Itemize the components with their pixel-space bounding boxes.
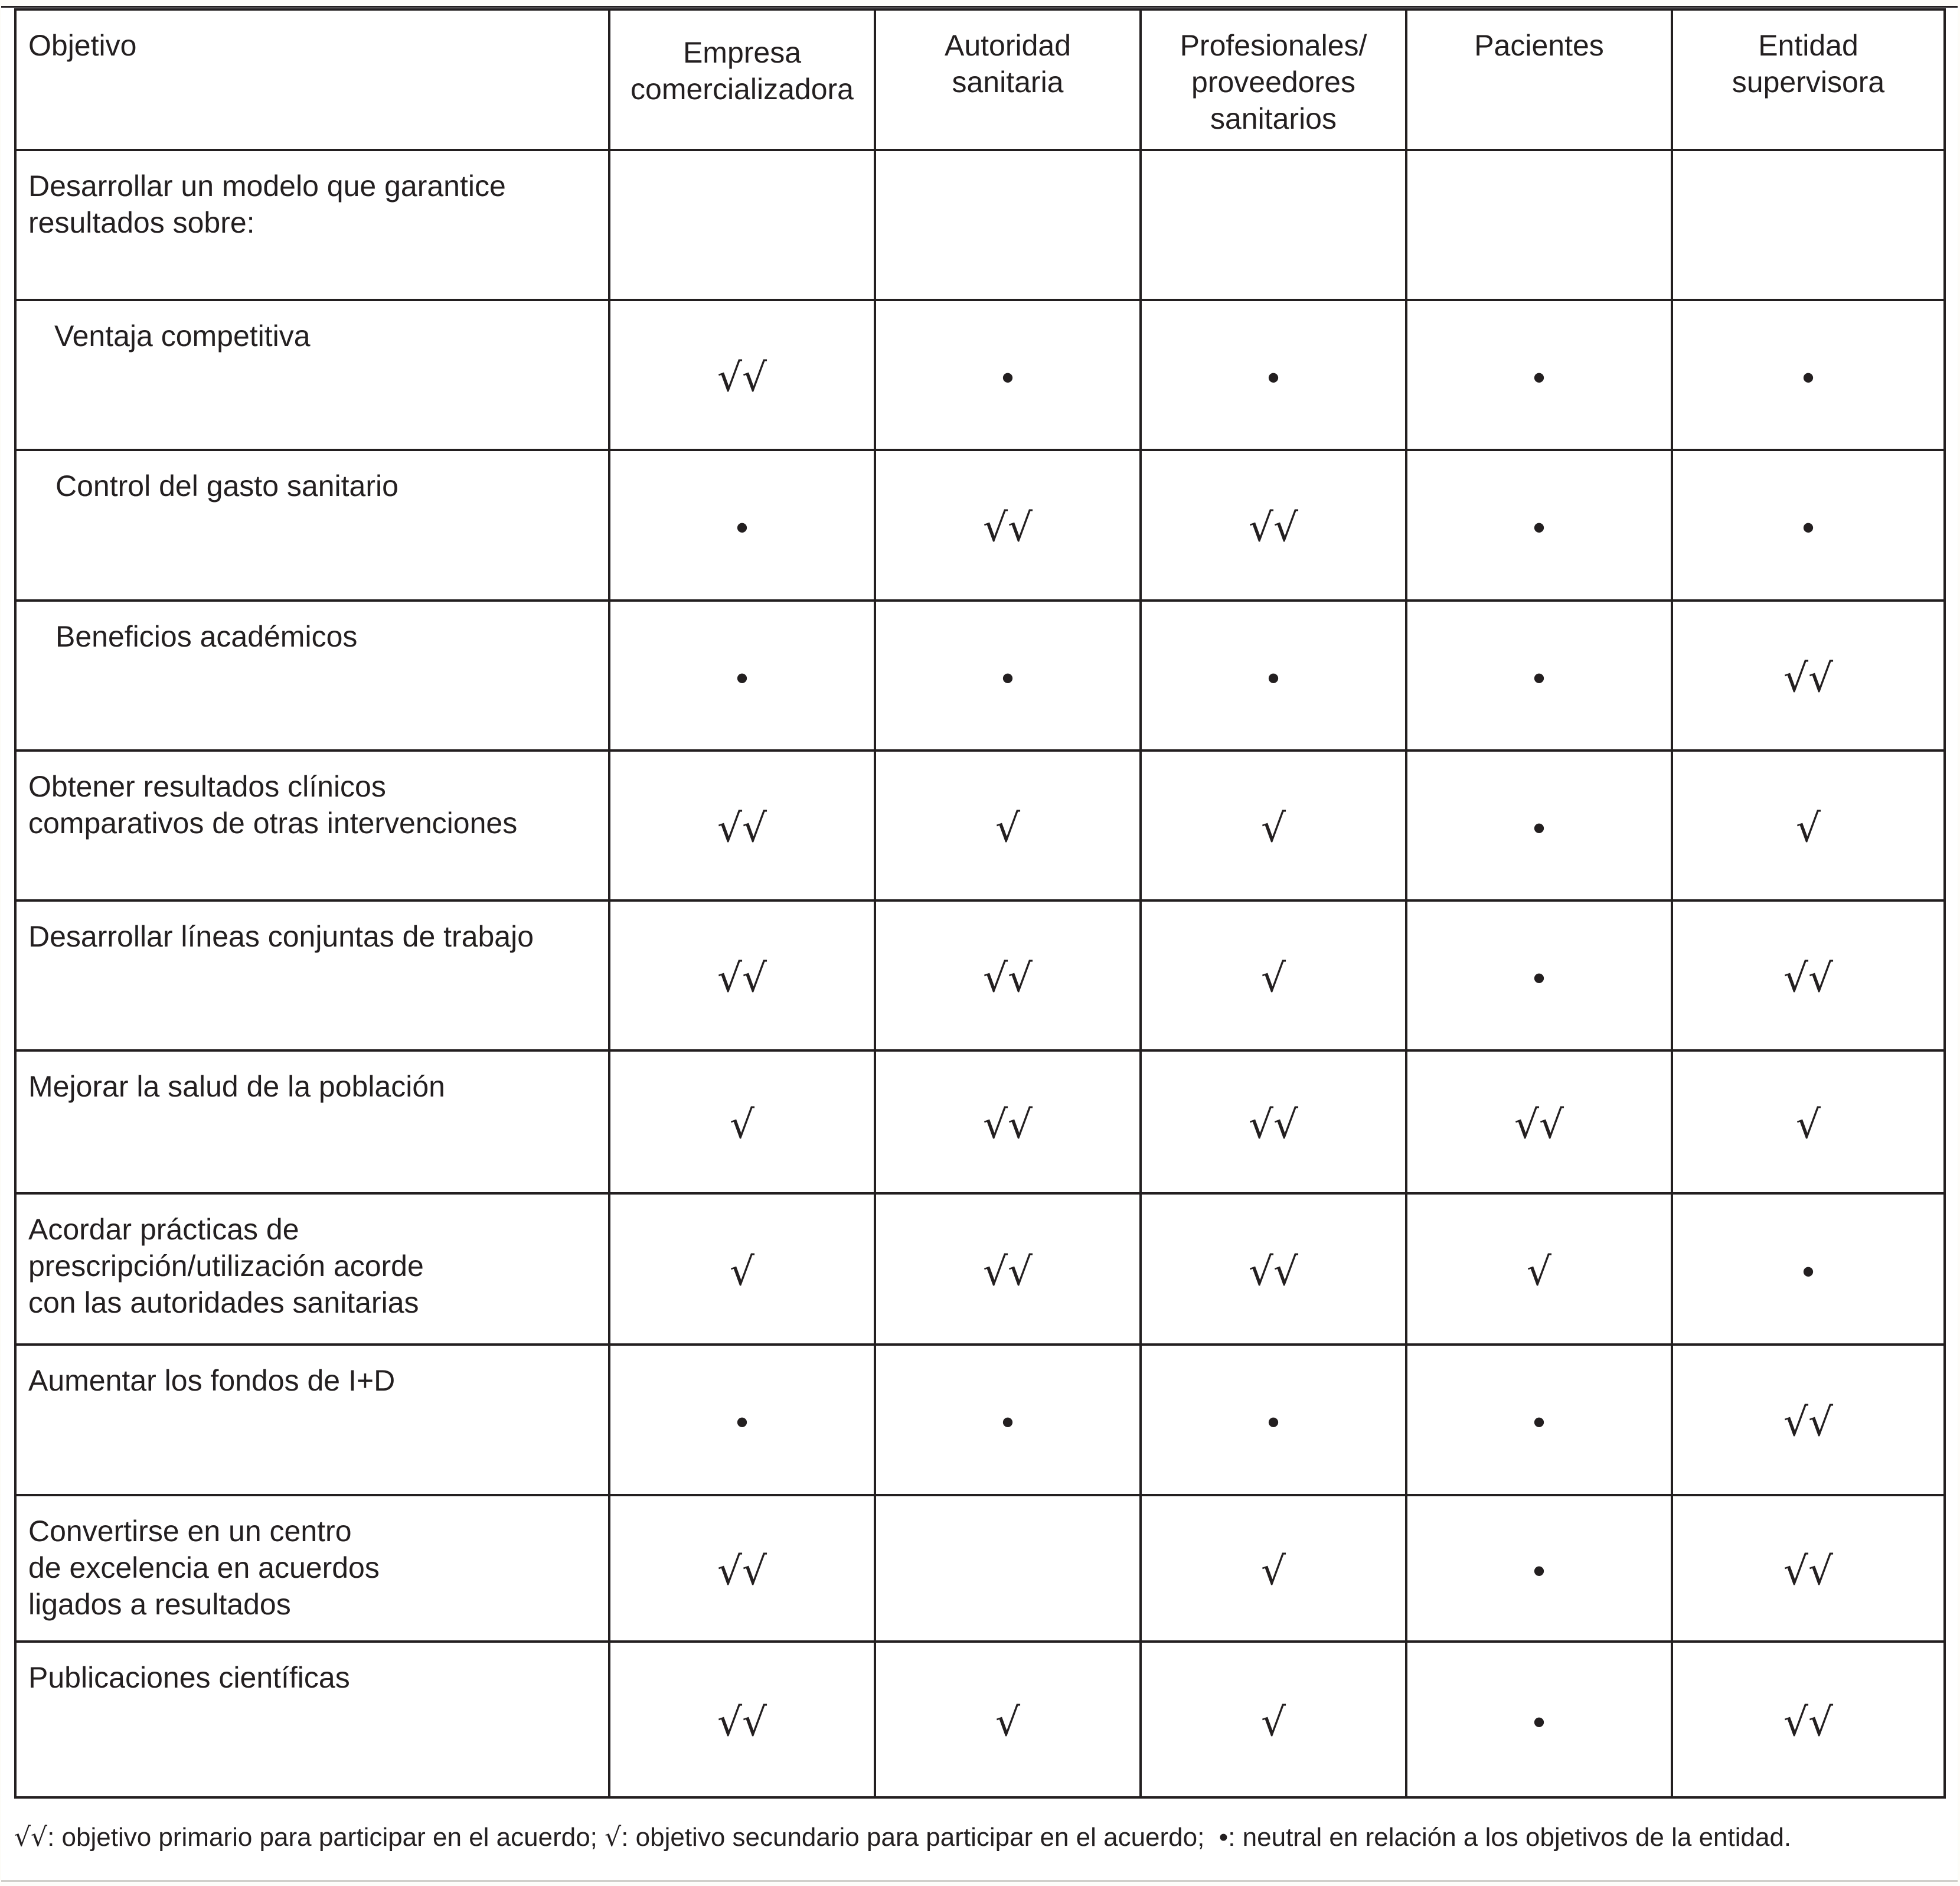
row-label: Control del gasto sanitario (15, 450, 609, 600)
primary-objective-mark: √√ (1248, 505, 1299, 551)
mark-cell (1141, 1193, 1406, 1345)
table-row (15, 150, 1945, 300)
mark-cell (1406, 450, 1672, 600)
row-label: Obtener resultados clínicos comparativos de otras intervenciones (15, 751, 609, 900)
header-objetivo: Objetivo (15, 9, 609, 150)
table-row (15, 601, 1945, 751)
mark-cell (875, 900, 1141, 1050)
neutral-mark: • (1802, 508, 1815, 548)
legend-secondary-symbol: √ (605, 1822, 622, 1852)
mark-cell (1141, 751, 1406, 900)
neutral-mark: • (1001, 658, 1014, 698)
neutral-mark: • (1802, 1252, 1815, 1292)
table-row (15, 300, 1945, 450)
mark-cell (609, 900, 875, 1050)
primary-objective-mark: √√ (717, 1699, 767, 1745)
header-profesionales: Profesionales/ proveedores sanitarios (1141, 9, 1406, 150)
legend-primary-symbol: √√ (14, 1822, 48, 1852)
neutral-mark: • (1533, 958, 1546, 998)
top-rule (1, 6, 1958, 8)
mark-cell (875, 450, 1141, 600)
mark-cell (1141, 1495, 1406, 1642)
table-row (15, 1193, 1945, 1345)
row-label: Ventaja competitiva (15, 300, 609, 450)
neutral-mark: • (736, 1402, 749, 1443)
neutral-mark: • (1001, 358, 1014, 398)
mark-cell (875, 601, 1141, 751)
neutral-mark: • (1533, 508, 1546, 548)
mark-cell (1672, 450, 1945, 600)
header-empresa-comercializadora: Empresa comercializadora (609, 9, 875, 150)
primary-objective-mark: √√ (982, 1102, 1033, 1148)
objectives-table (14, 8, 1946, 1799)
table-row (15, 900, 1945, 1050)
header-pacientes: Pacientes (1406, 9, 1672, 150)
neutral-mark: • (1533, 1402, 1546, 1443)
empty-mark (1142, 151, 1405, 299)
primary-objective-mark: √√ (1783, 1399, 1834, 1446)
mark-cell (1141, 450, 1406, 600)
mark-cell (1406, 1495, 1672, 1642)
empty-mark (876, 1496, 1139, 1640)
row-label: Aumentar los fondos de I+D (15, 1345, 609, 1495)
mark-cell (1406, 1642, 1672, 1797)
mark-cell (1672, 601, 1945, 751)
secondary-objective-mark: √ (1260, 805, 1286, 851)
mark-cell (1672, 1050, 1945, 1193)
mark-cell (1672, 751, 1945, 900)
mark-cell (1672, 300, 1945, 450)
mark-cell (1672, 900, 1945, 1050)
secondary-objective-mark: √ (1526, 1249, 1552, 1295)
neutral-mark: • (736, 508, 749, 548)
header-entidad-supervisora: Entidad supervisora (1672, 9, 1945, 150)
secondary-objective-mark: √ (1260, 1699, 1286, 1745)
row-label: Desarrollar un modelo que garantice resultados sobre: (15, 150, 609, 300)
row-label: Desarrollar líneas conjuntas de trabajo (15, 900, 609, 1050)
mark-cell (875, 1193, 1141, 1345)
neutral-mark: • (1267, 1402, 1280, 1443)
row-label: Mejorar la salud de la población (15, 1050, 609, 1193)
neutral-mark: • (1533, 658, 1546, 698)
bottom-rule (1, 1880, 1958, 1882)
secondary-objective-mark: √ (729, 1102, 755, 1148)
mark-cell (1141, 150, 1406, 300)
mark-cell (609, 150, 875, 300)
mark-cell (1141, 601, 1406, 751)
mark-cell (1406, 150, 1672, 300)
mark-cell (1406, 1193, 1672, 1345)
neutral-mark: • (1267, 658, 1280, 698)
mark-cell (609, 300, 875, 450)
table-row (15, 1050, 1945, 1193)
header-row (15, 9, 1945, 150)
table-row (15, 751, 1945, 900)
mark-cell (609, 1642, 875, 1797)
mark-cell (609, 1345, 875, 1495)
legend-secondary-text: : objetivo secundario para participar en el acuerdo; (621, 1823, 1205, 1852)
mark-cell (1141, 900, 1406, 1050)
primary-objective-mark: √√ (1248, 1249, 1299, 1295)
table-row (15, 450, 1945, 600)
table-row (15, 1495, 1945, 1642)
row-label: Publicaciones científicas (15, 1642, 609, 1797)
primary-objective-mark: √√ (982, 505, 1033, 551)
mark-cell (1672, 1193, 1945, 1345)
secondary-objective-mark: √ (1795, 1102, 1821, 1148)
mark-cell (1141, 300, 1406, 450)
secondary-objective-mark: √ (1795, 805, 1821, 851)
primary-objective-mark: √√ (717, 1548, 767, 1594)
mark-cell (875, 300, 1141, 450)
secondary-objective-mark: √ (1260, 1548, 1286, 1594)
neutral-mark: • (1267, 358, 1280, 398)
row-label: Convertirse en un centro de excelencia en acuerdos ligados a resultados (15, 1495, 609, 1642)
primary-objective-mark: √√ (717, 355, 767, 401)
legend-primary-text: : objetivo primario para participar en el acuerdo; (47, 1823, 597, 1852)
mark-cell (875, 150, 1141, 300)
mark-cell (1672, 1345, 1945, 1495)
mark-cell (609, 751, 875, 900)
row-label: Acordar prácticas de prescripción/utilización acorde con las autoridades sanitarias (15, 1193, 609, 1345)
primary-objective-mark: √√ (1514, 1102, 1564, 1148)
neutral-mark: • (1533, 1551, 1546, 1591)
primary-objective-mark: √√ (1783, 655, 1834, 701)
neutral-mark: • (1533, 808, 1546, 848)
mark-cell (1672, 150, 1945, 300)
mark-cell (1141, 1050, 1406, 1193)
mark-cell (1141, 1642, 1406, 1797)
empty-mark (1407, 151, 1671, 299)
empty-mark (610, 151, 874, 299)
primary-objective-mark: √√ (1248, 1102, 1299, 1148)
mark-cell (875, 1642, 1141, 1797)
mark-cell (1406, 751, 1672, 900)
primary-objective-mark: √√ (982, 1249, 1033, 1295)
primary-objective-mark: √√ (982, 955, 1033, 1001)
secondary-objective-mark: √ (729, 1249, 755, 1295)
mark-cell (875, 751, 1141, 900)
mark-cell (609, 1495, 875, 1642)
primary-objective-mark: √√ (1783, 955, 1834, 1001)
secondary-objective-mark: √ (1260, 955, 1286, 1001)
mark-cell (609, 601, 875, 751)
secondary-objective-mark: √ (995, 1699, 1021, 1745)
neutral-mark: • (736, 658, 749, 698)
empty-mark (876, 151, 1139, 299)
table-row (15, 1642, 1945, 1797)
primary-objective-mark: √√ (717, 805, 767, 851)
mark-cell (875, 1050, 1141, 1193)
primary-objective-mark: √√ (717, 955, 767, 1001)
neutral-mark: • (1001, 1402, 1014, 1443)
neutral-mark: • (1533, 358, 1546, 398)
legend-neutral-symbol: • (1219, 1823, 1229, 1852)
primary-objective-mark: √√ (1783, 1548, 1834, 1594)
mark-cell (1406, 900, 1672, 1050)
mark-cell (609, 450, 875, 600)
primary-objective-mark: √√ (1783, 1699, 1834, 1745)
mark-cell (1406, 1345, 1672, 1495)
legend (14, 1821, 1791, 1854)
mark-cell (1672, 1642, 1945, 1797)
mark-cell (875, 1345, 1141, 1495)
mark-cell (609, 1050, 875, 1193)
row-label: Beneficios académicos (15, 601, 609, 751)
mark-cell (1406, 1050, 1672, 1193)
empty-mark (1673, 151, 1943, 299)
mark-cell (609, 1193, 875, 1345)
mark-cell (1406, 300, 1672, 450)
neutral-mark: • (1533, 1702, 1546, 1742)
table-row (15, 1345, 1945, 1495)
mark-cell (875, 1495, 1141, 1642)
legend-neutral-text: : neutral en relación a los objetivos de la entidad. (1228, 1823, 1792, 1852)
mark-cell (1406, 601, 1672, 751)
header-autoridad-sanitaria: Autoridad sanitaria (875, 9, 1141, 150)
secondary-objective-mark: √ (995, 805, 1021, 851)
neutral-mark: • (1802, 358, 1815, 398)
mark-cell (1672, 1495, 1945, 1642)
mark-cell (1141, 1345, 1406, 1495)
